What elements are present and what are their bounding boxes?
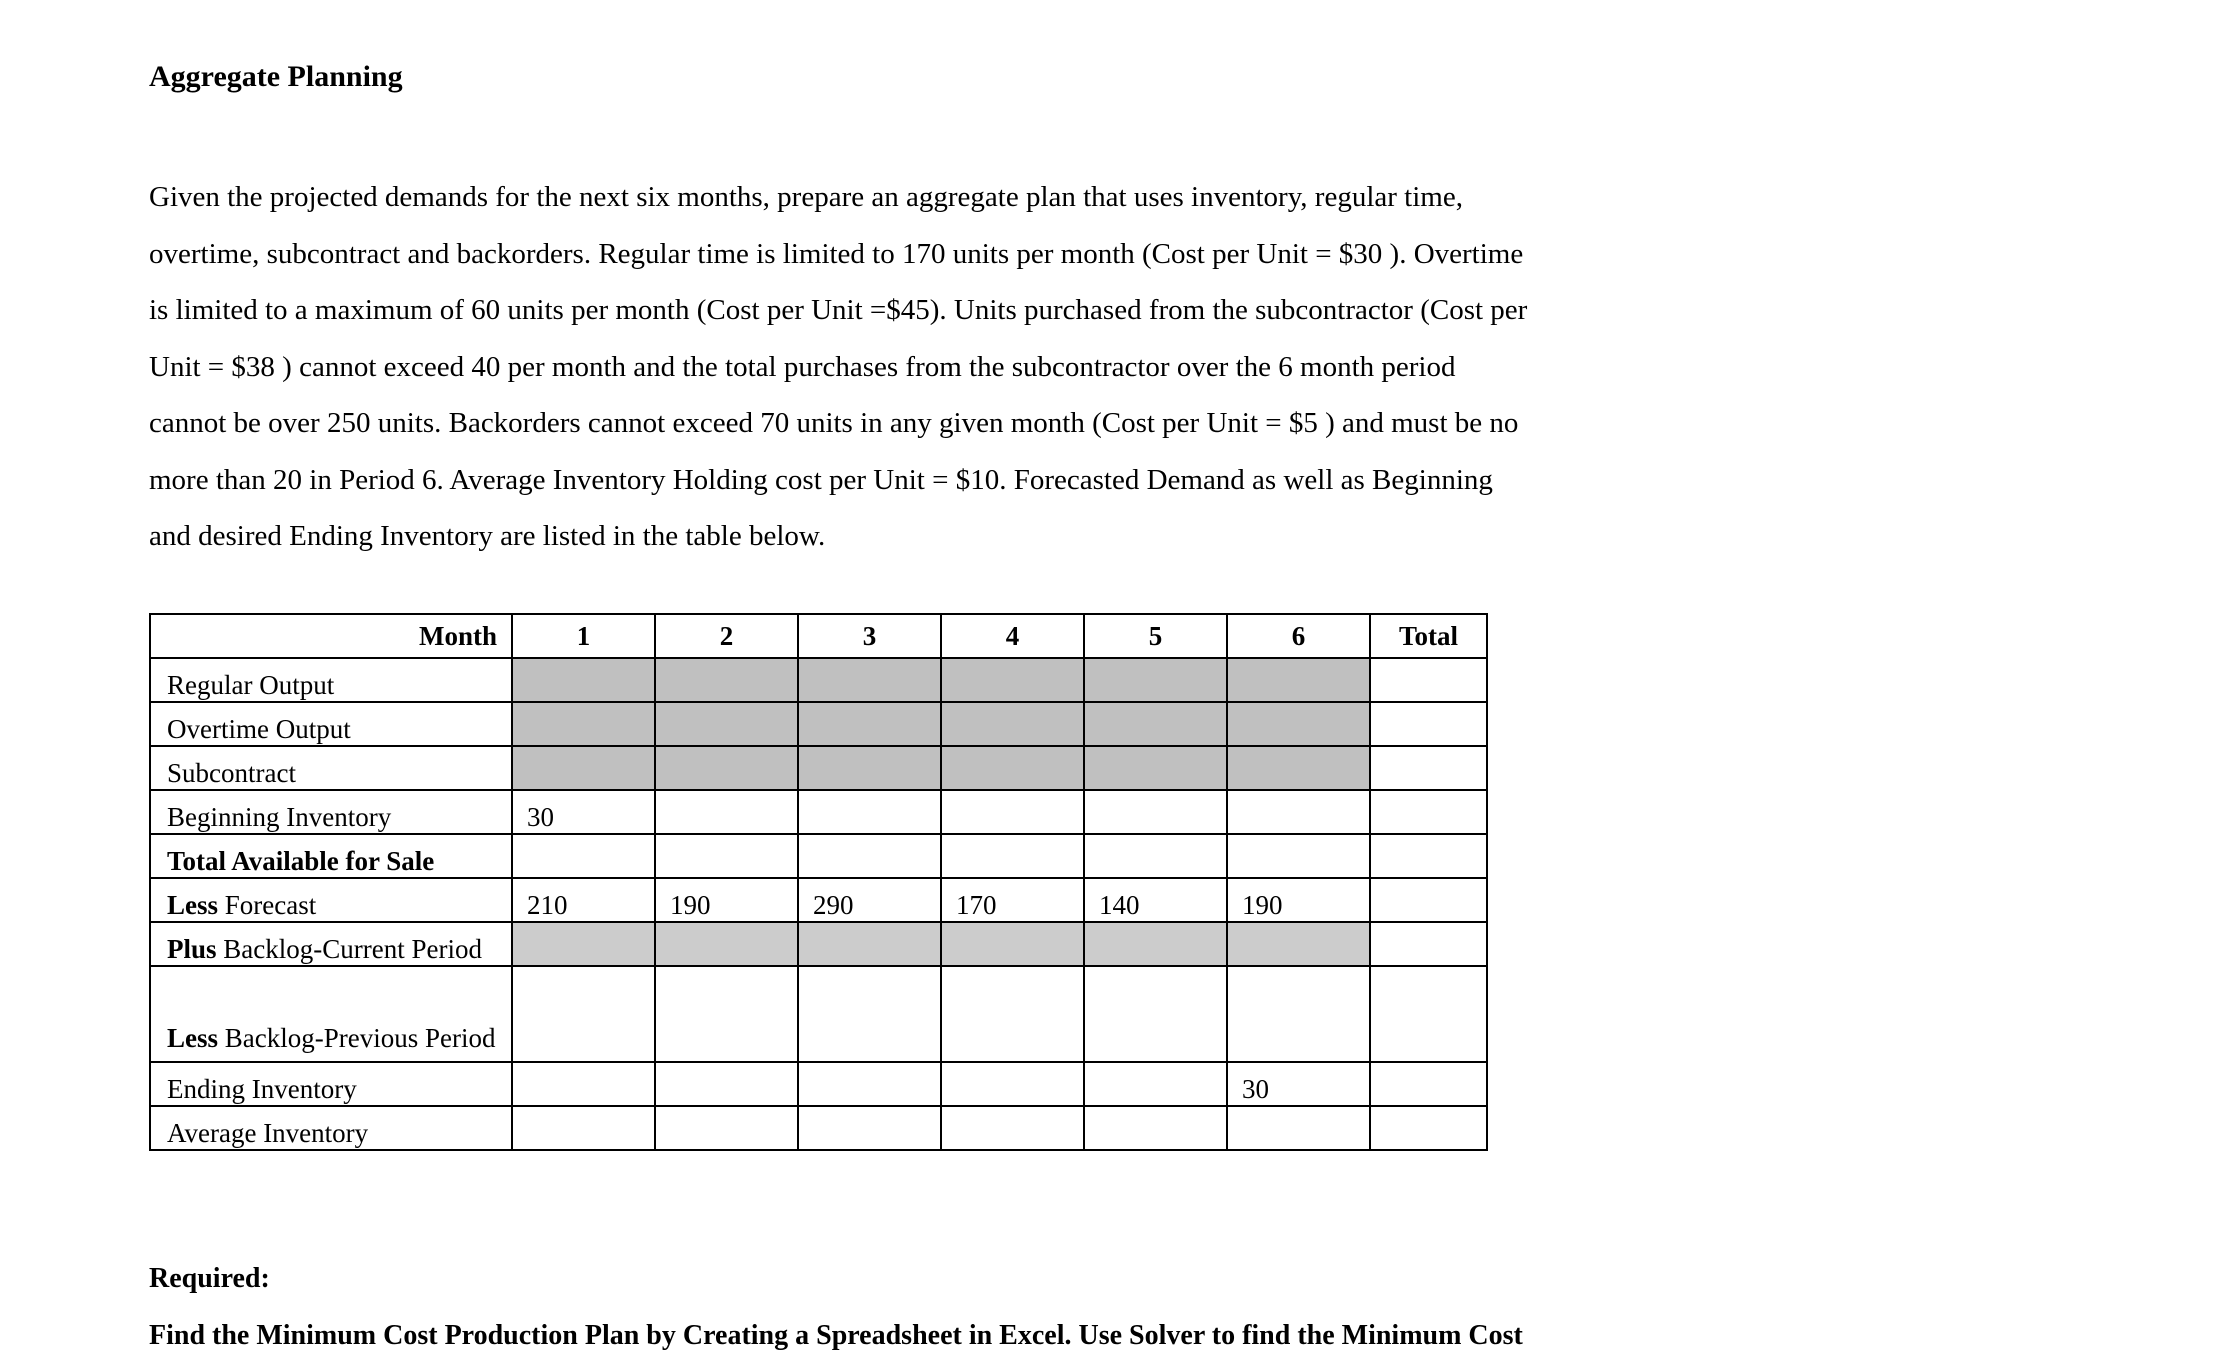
- table-cell: [798, 1062, 941, 1106]
- month-header: Month: [150, 614, 512, 658]
- table-cell: [941, 966, 1084, 1062]
- table-cell: [798, 834, 941, 878]
- row-label: Overtime Output: [150, 702, 512, 746]
- shaded-cell: [655, 658, 798, 702]
- table-row-plus-backlog: [150, 922, 1487, 966]
- table-cell: [512, 1062, 655, 1106]
- row-label: [150, 878, 512, 922]
- table-cell: [655, 1106, 798, 1150]
- table-cell: [655, 1062, 798, 1106]
- table-header-row: [150, 614, 1487, 658]
- shaded-cell: [798, 922, 941, 966]
- shaded-cell: [798, 702, 941, 746]
- table-row-total-available: [150, 834, 1487, 878]
- shaded-cell: [512, 746, 655, 790]
- forecast-cell: 170: [941, 878, 1084, 922]
- shaded-cell: [512, 922, 655, 966]
- month-6-header: 6: [1227, 614, 1370, 658]
- table-row-ending-inventory: [150, 1062, 1487, 1106]
- shaded-cell: [655, 702, 798, 746]
- row-label-prefix: Plus: [167, 934, 217, 964]
- shaded-cell: [512, 702, 655, 746]
- paragraph-line: cannot be over 250 units. Backorders cannot exceed 70 units in any given month (Cost per Unit = $5 ) and must be no: [149, 407, 1519, 439]
- table-cell: 30: [1227, 1062, 1370, 1106]
- row-label: Total Available for Sale: [150, 834, 512, 878]
- shaded-cell: [1084, 922, 1227, 966]
- table-cell: [1227, 966, 1370, 1062]
- month-4-header: 4: [941, 614, 1084, 658]
- table-cell: [512, 1106, 655, 1150]
- row-label-text: Forecast: [218, 890, 317, 920]
- table-cell: [941, 790, 1084, 834]
- total-cell: [1370, 966, 1487, 1062]
- table-row-less-backlog: [150, 966, 1487, 1062]
- total-cell: [1370, 658, 1487, 702]
- shaded-cell: [1227, 922, 1370, 966]
- table-cell: [655, 834, 798, 878]
- table-cell: [655, 790, 798, 834]
- total-cell: [1370, 922, 1487, 966]
- row-label: Subcontract: [150, 746, 512, 790]
- table-cell: [1084, 1062, 1227, 1106]
- paragraph-line: and desired Ending Inventory are listed in the table below.: [149, 520, 826, 552]
- shaded-cell: [798, 658, 941, 702]
- shaded-cell: [1227, 746, 1370, 790]
- forecast-cell: 290: [798, 878, 941, 922]
- row-label-text: Backlog-Current Period: [216, 934, 482, 964]
- table-row-overtime-output: [150, 702, 1487, 746]
- shaded-cell: [1084, 746, 1227, 790]
- shaded-cell: [1227, 658, 1370, 702]
- row-label-prefix: Less: [167, 1023, 219, 1053]
- total-cell: [1370, 1062, 1487, 1106]
- row-label: Average Inventory: [150, 1106, 512, 1150]
- total-cell: [1370, 1106, 1487, 1150]
- table-row-regular-output: [150, 658, 1487, 702]
- table-cell: [798, 1106, 941, 1150]
- table-cell: [1227, 834, 1370, 878]
- table-cell: [798, 966, 941, 1062]
- table-cell: [1084, 790, 1227, 834]
- paragraph-line: is limited to a maximum of 60 units per month (Cost per Unit =$45). Units purchased from the subcontractor (Cost per: [149, 294, 1528, 326]
- row-label: [150, 922, 512, 966]
- month-1-header: 1: [512, 614, 655, 658]
- row-label: Regular Output: [150, 658, 512, 702]
- paragraph-line: more than 20 in Period 6. Average Inventory Holding cost per Unit = $10. Forecasted Demand as well as Beginning: [149, 463, 1493, 496]
- row-label: Ending Inventory: [150, 1062, 512, 1106]
- table-cell: [941, 834, 1084, 878]
- month-5-header: 5: [1084, 614, 1227, 658]
- forecast-cell: 210: [512, 878, 655, 922]
- table-row-beginning-inventory: [150, 790, 1487, 834]
- table-cell: [512, 966, 655, 1062]
- month-2-header: 2: [655, 614, 798, 658]
- paragraph-line: overtime, subcontract and backorders. Regular time is limited to 170 units per month (Cost per Unit = $30 ). Overtime: [149, 237, 1524, 270]
- shaded-cell: [798, 746, 941, 790]
- row-label-text: Backlog-Previous Period: [218, 1023, 496, 1053]
- total-cell: [1370, 790, 1487, 834]
- table-cell: [1227, 1106, 1370, 1150]
- shaded-cell: [941, 922, 1084, 966]
- shaded-cell: [1227, 702, 1370, 746]
- shaded-cell: [512, 658, 655, 702]
- table-cell: [1227, 790, 1370, 834]
- table-row-subcontract: [150, 746, 1487, 790]
- shaded-cell: [1084, 702, 1227, 746]
- forecast-cell: 190: [1227, 878, 1370, 922]
- table-row-less-forecast: [150, 878, 1487, 922]
- table-cell: [1084, 1106, 1227, 1150]
- paragraph-line: Given the projected demands for the next six months, prepare an aggregate plan that uses inventory, regular time,: [149, 181, 1463, 213]
- row-label-wrap: [167, 1016, 511, 1061]
- required-heading: Required:: [149, 1263, 270, 1294]
- table-cell: [798, 790, 941, 834]
- shaded-cell: [1084, 658, 1227, 702]
- forecast-cell: 190: [655, 878, 798, 922]
- table-cell: 30: [512, 790, 655, 834]
- forecast-cell: 140: [1084, 878, 1227, 922]
- shaded-cell: [941, 746, 1084, 790]
- total-cell: [1370, 878, 1487, 922]
- total-cell: [1370, 702, 1487, 746]
- row-label: Beginning Inventory: [150, 790, 512, 834]
- total-header: Total: [1370, 614, 1487, 658]
- table-cell: [941, 1062, 1084, 1106]
- table-row-average-inventory: [150, 1106, 1487, 1150]
- table-cell: [941, 1106, 1084, 1150]
- table-cell: [655, 966, 798, 1062]
- document-title: Aggregate Planning: [149, 60, 403, 93]
- shaded-cell: [655, 922, 798, 966]
- paragraph-line: Unit = $38 ) cannot exceed 40 per month and the total purchases from the subcontractor over the 6 month period: [149, 350, 1456, 383]
- row-label: [150, 966, 512, 1062]
- problem-paragraph: [149, 169, 1649, 565]
- aggregate-plan-table: [149, 613, 1488, 1151]
- shaded-cell: [941, 658, 1084, 702]
- table-cell: [1084, 966, 1227, 1062]
- shaded-cell: [655, 746, 798, 790]
- total-cell: [1370, 746, 1487, 790]
- total-cell: [1370, 834, 1487, 878]
- month-3-header: 3: [798, 614, 941, 658]
- table-cell: [1084, 834, 1227, 878]
- row-label-prefix: Less: [167, 890, 219, 920]
- shaded-cell: [941, 702, 1084, 746]
- table-cell: [512, 834, 655, 878]
- instruction-text: Find the Minimum Cost Production Plan by Creating a Spreadsheet in Excel. Use Solver to find the Minimum Cost: [149, 1320, 1523, 1351]
